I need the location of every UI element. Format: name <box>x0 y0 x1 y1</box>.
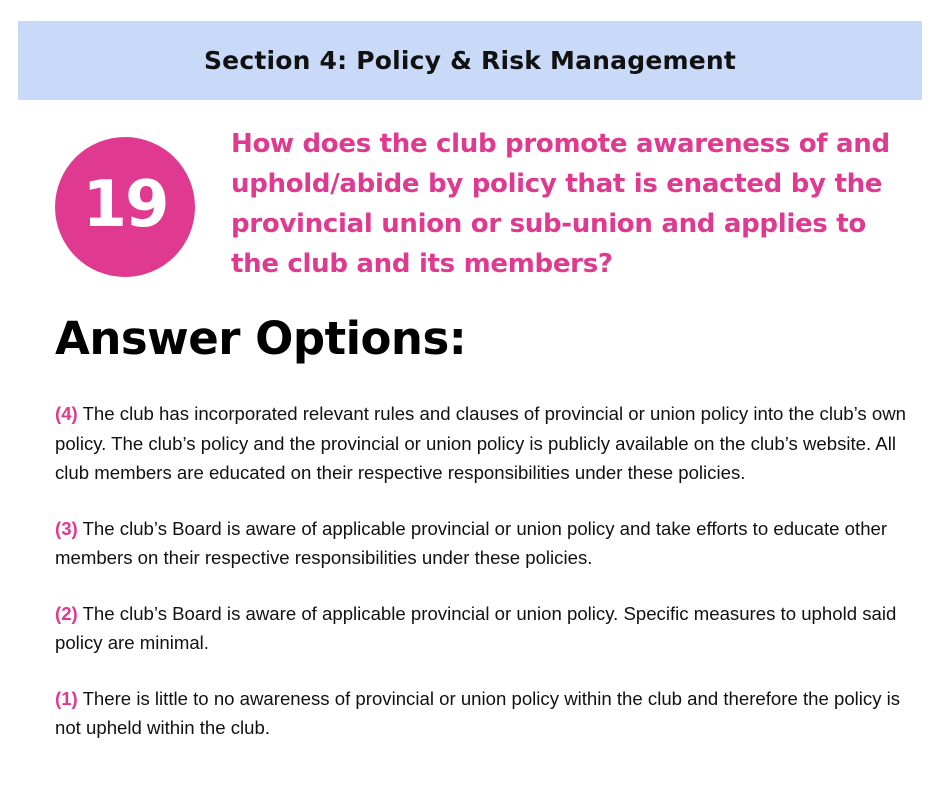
question-text: How does the club promote awareness of and uphold/abide by policy that is enacted by the provincial union or sub-union and applies to the club and its members? <box>231 129 890 279</box>
answer-options-heading: Answer Options: <box>55 312 467 365</box>
answer-option-3 <box>55 514 925 573</box>
option-text: The club’s Board is aware of applicable provincial or union policy and take efforts to educate other members on their respective responsibilities under these policies. <box>55 517 888 568</box>
question-number: 19 <box>82 168 168 242</box>
option-score: (1) <box>55 687 78 709</box>
section-banner <box>18 21 922 100</box>
option-text: The club’s Board is aware of applicable provincial or union policy. Specific measures to uphold said policy are minimal. <box>55 602 897 653</box>
option-score: (3) <box>55 517 78 539</box>
answer-option-4 <box>55 399 925 488</box>
option-text: The club has incorporated relevant rules and clauses of provincial or union policy into the club’s own policy. The club’s policy and the provincial or union policy is publicly available on the club’s website. All club members are educated on their respective responsibilities under these policies. <box>55 403 906 483</box>
question-number-badge <box>55 137 195 277</box>
option-text: There is little to no awareness of provincial or union policy within the club and therefore the policy is not upheld within the club. <box>55 687 901 738</box>
answer-option-2 <box>55 599 925 658</box>
section-title: Section 4: Policy & Risk Management <box>203 46 737 75</box>
answer-options-list <box>55 399 925 769</box>
option-score: (4) <box>55 403 78 424</box>
answer-option-1 <box>55 684 925 743</box>
option-score: (2) <box>55 602 78 624</box>
